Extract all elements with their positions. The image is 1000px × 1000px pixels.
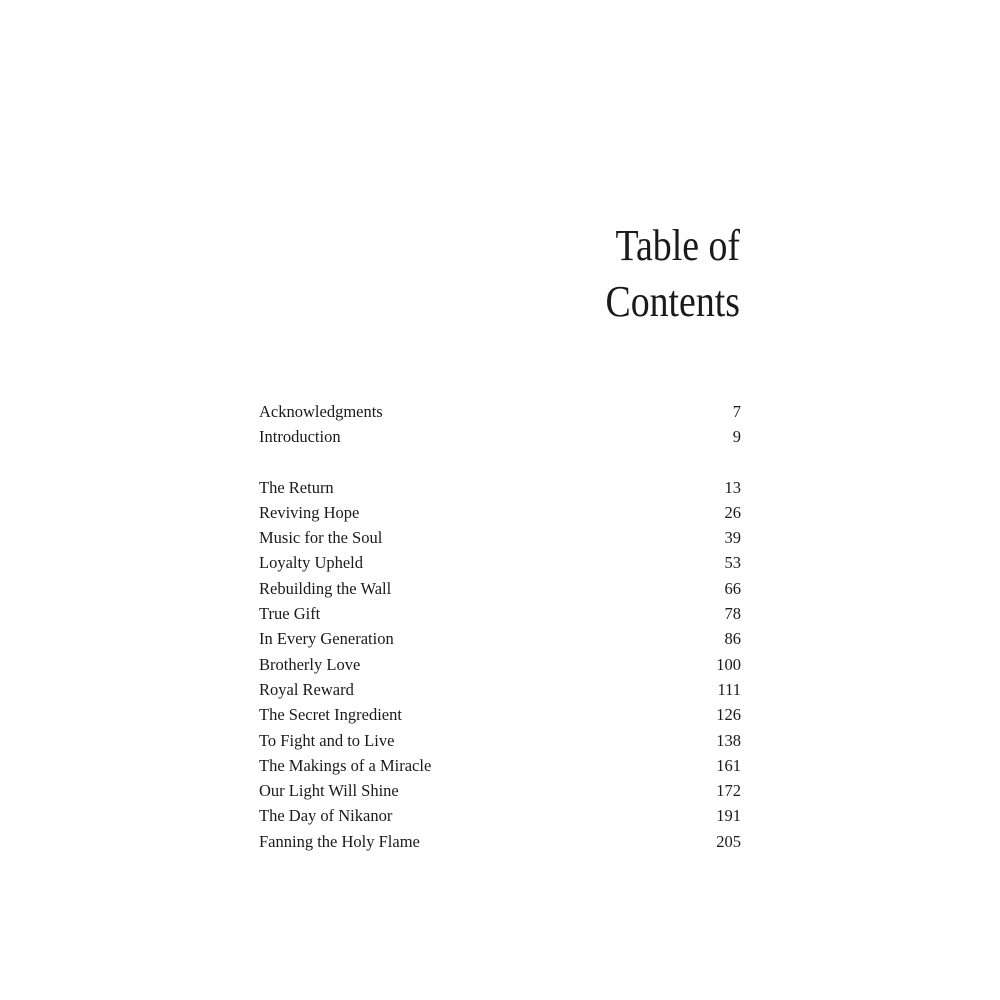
toc-entry-page-number: 9: [732, 427, 741, 447]
toc-entry: [259, 424, 741, 449]
toc-entry-page-number: 172: [716, 781, 741, 801]
toc-entry-title: Our Light Will Shine: [259, 781, 399, 801]
toc-entry: [259, 702, 741, 727]
toc-entry-title: The Return: [259, 477, 334, 497]
chapter-list: [259, 475, 741, 854]
toc-entry-page-number: 13: [724, 477, 741, 497]
toc-entry-page-number: 7: [732, 402, 741, 421]
toc-entry: [259, 728, 741, 753]
toc-entry: [259, 576, 741, 601]
toc-entry-page-number: 100: [716, 654, 741, 674]
toc-entry: [259, 399, 741, 424]
toc-entry-page-number: 191: [716, 806, 741, 826]
toc-entry-page-number: 126: [716, 705, 741, 725]
toc-entry-page-number: 161: [716, 755, 741, 775]
toc-entry-title: Royal Reward: [259, 679, 354, 699]
toc-entry: [259, 550, 741, 575]
toc-entry-page-number: 205: [716, 831, 741, 851]
table-of-contents: [259, 399, 741, 854]
toc-entry: [259, 475, 741, 500]
toc-entry-title: The Secret Ingredient: [259, 705, 402, 725]
toc-entry: [259, 500, 741, 525]
toc-entry-page-number: 111: [717, 679, 741, 699]
toc-entry-title: Rebuilding the Wall: [259, 578, 392, 598]
toc-entry-title: In Every Generation: [259, 629, 394, 649]
toc-entry-page-number: 138: [716, 730, 741, 750]
toc-entry: [259, 601, 741, 626]
toc-entry-page-number: 78: [724, 604, 741, 624]
front-matter-list: [259, 399, 741, 450]
toc-entry-title: True Gift: [259, 604, 321, 624]
toc-entry-page-number: 39: [724, 528, 741, 548]
toc-entry-page-number: 66: [724, 578, 741, 598]
toc-entry-title: Fanning the Holy Flame: [259, 831, 420, 851]
toc-entry: [259, 753, 741, 778]
toc-entry: [259, 677, 741, 702]
toc-entry-title: Loyalty Upheld: [259, 553, 364, 573]
toc-entry-title: To Fight and to Live: [259, 730, 395, 750]
toc-entry-title: Music for the Soul: [259, 528, 383, 548]
toc-entry: [259, 778, 741, 803]
toc-entry-title: Reviving Hope: [259, 502, 360, 522]
toc-entry-page-number: 53: [724, 553, 741, 573]
toc-entry-page-number: 26: [724, 502, 741, 522]
toc-entry: [259, 803, 741, 828]
toc-entry-title: Brotherly Love: [259, 654, 361, 674]
toc-entry-title: Acknowledgments: [259, 402, 383, 421]
toc-entry-title: Introduction: [259, 427, 341, 447]
toc-entry: [259, 829, 741, 854]
toc-entry: [259, 626, 741, 651]
toc-entry: [259, 652, 741, 677]
page-title: Table of Contents: [605, 221, 740, 326]
toc-entry: [259, 525, 741, 550]
toc-entry-page-number: 86: [724, 629, 741, 649]
toc-entry-title: The Makings of a Miracle: [259, 755, 432, 775]
toc-entry-title: The Day of Nikanor: [259, 806, 393, 826]
